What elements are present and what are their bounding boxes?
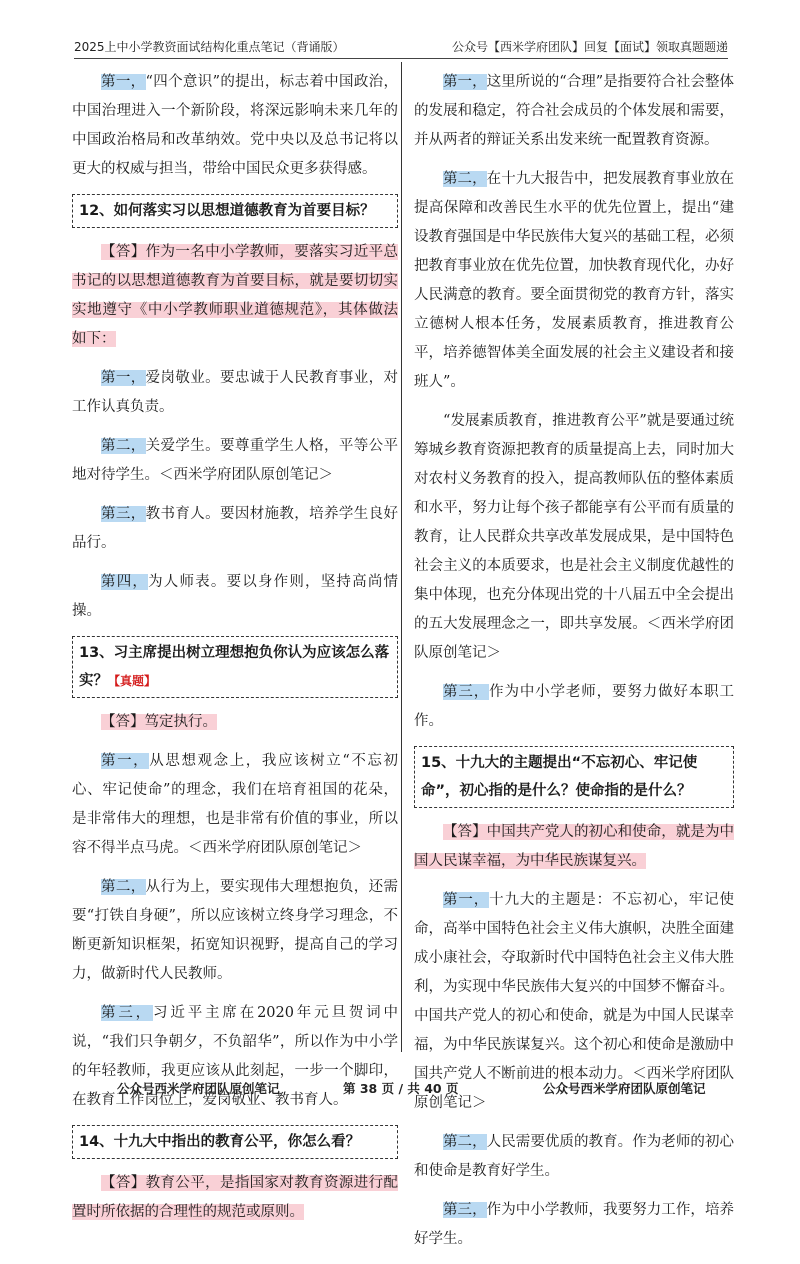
paragraph-text: “四个意识”的提出，标志着中国政治，中国治理进入一个新阶段，将深远影响未来几年的中国政治格局和改革纳效。党中央以及总书记将以更大的权威与担当，带给中国民众更多获得感。 xyxy=(72,74,399,177)
footer-right-note: 公众号西米学府团队原创笔记 xyxy=(543,1081,706,1096)
paragraph xyxy=(72,364,398,422)
paragraph xyxy=(414,165,734,397)
point-marker: 第二， xyxy=(443,171,487,187)
question-15: 15、十九大的主题提出“不忘初心、牢记使命”，初心指的是什么？使命指的是什么？ xyxy=(414,746,734,808)
point-marker: 第一， xyxy=(101,753,150,769)
point-marker: 第一， xyxy=(101,74,146,90)
question-text: 13、习主席提出树立理想抱负你认为应该怎么落实？ xyxy=(79,645,390,689)
paragraph-text: 十九大的主题是：不忘初心，牢记使命，高举中国特色社会主义伟大旗帜，决胜全面建成小康社会，夺取新时代中国特色社会主义伟大胜利，为实现中华民族伟大复兴的中国梦不懈奋斗。中国共产党人的初心和使命，就是为中国人民谋幸福，为中华民族谋复兴。这个初心和使命是激励中国共产党人不断前进的根本动力。＜西米学府团队原创笔记＞ xyxy=(414,892,735,1111)
point-marker: 第二， xyxy=(101,438,146,454)
answer-15 xyxy=(414,818,734,876)
paragraph xyxy=(72,873,398,989)
header-right-note: 公众号【西米学府团队】回复【面试】领取真题题递 xyxy=(451,40,728,54)
point-marker: 第一， xyxy=(101,370,146,386)
point-marker: 第二， xyxy=(443,1134,487,1150)
answer-text: 【答】中国共产党人的初心和使命，就是为中国人民谋幸福，为中华民族谋复兴。 xyxy=(414,824,734,869)
paragraph-text: 教书育人。要因材施教，培养学生良好品行。 xyxy=(72,506,399,551)
left-column xyxy=(72,68,398,1237)
paragraph-text: 人民需要优质的教育。作为老师的初心和使命是教育好学生。 xyxy=(414,1134,735,1179)
paragraph: “发展素质教育，推进教育公平”就是要通过统筹城乡教育资源把教育的质量提高上去，同时加大对农村义务教育的投入，提高教师队伍的整体素质和水平，努力让每个孩子都能享有公平而有质量的教育，让人民群众共享改革发展成果，是中国特色社会主义的本质要求，也是社会主义制度优越性的集中体现，也充分体现出党的十八届五中全会提出的五大发展理念之一，即共享发展。＜西米学府团队原创笔记＞ xyxy=(414,413,734,661)
question-13 xyxy=(72,636,398,698)
answer-14 xyxy=(72,1169,398,1227)
paragraph xyxy=(72,500,398,558)
answer-13 xyxy=(72,708,398,737)
paragraph-text: 习近平主席在2020年元旦贺词中说，“我们只争朝夕，不负韶华”，所以作为中小学的年轻教师，我更应该从此刻起，一步一个脚印，在教育工作岗位上，爱岗敬业、教书育人。 xyxy=(72,1005,399,1108)
point-marker: 第三， xyxy=(443,1202,487,1218)
point-marker: 第一， xyxy=(443,74,487,90)
paragraph-text: 在十九大报告中，把发展教育事业放在提高保障和改善民生水平的优先位置上，提出“建设教育强国是中华民族伟大复兴的基础工程，必须把教育事业放在优先位置，加快教育现代化，办好人民满意的教育。要全面贯彻党的教育方针，落实立德树人根本任务，发展素质教育，推进教育公平，培养德智体美全面发展的社会主义建设者和接班人”。 xyxy=(414,171,735,390)
paragraph xyxy=(72,568,398,626)
answer-text: 【答】教育公平，是指国家对教育资源进行配置时所依据的合理性的规范或原则。 xyxy=(72,1175,398,1220)
paragraph-text: 作为中小学老师，要努力做好本职工作。 xyxy=(414,684,735,729)
paragraph-text: 从思想观念上，我应该树立“不忘初心、牢记使命”的理念，我们在培育祖国的花朵，是非常伟大的理想，也是非常有价值的事业，所以容不得半点马虎。＜西米学府团队原创笔记＞ xyxy=(72,753,398,856)
page-footer xyxy=(0,1079,800,1099)
answer-text: 【答】作为一名中小学教师，要落实习近平总书记的以思想道德教育为首要目标，就是要切切实实地遵守《中小学教师职业道德规范》，其体做法如下： xyxy=(72,244,398,347)
point-marker: 第三， xyxy=(101,1005,154,1021)
paragraph-text: 从行为上，要实现伟大理想抱负，还需要“打铁自身硬”，所以应该树立终身学习理念，不断更新知识框架，拓宽知识视野，提高自己的学习力，做新时代人民教师。 xyxy=(72,879,399,982)
paragraph xyxy=(414,678,734,736)
answer-text: 【答】笃定执行。 xyxy=(101,714,217,730)
header-left-title: 2025上中小学教资面试结构化重点笔记（背诵版） xyxy=(74,40,345,54)
answer-12 xyxy=(72,238,398,354)
question-12: 12、如何落实习以思想道德教育为首要目标？ xyxy=(72,194,398,228)
point-marker: 第一， xyxy=(443,892,490,908)
real-exam-tag: 【真题】 xyxy=(108,674,157,688)
paragraph xyxy=(414,68,734,155)
point-marker: 第四， xyxy=(101,574,149,590)
paragraph-text: 这里所说的“合理”是指要符合社会整体的发展和稳定，符合社会成员的个体发展和需要，并从两者的辩证关系出发来统一配置教育资源。 xyxy=(414,74,735,148)
point-marker: 第三， xyxy=(443,684,490,700)
point-marker: 第二， xyxy=(101,879,146,895)
footer-left-note: 公众号西米学府团队原创笔记 xyxy=(117,1081,280,1096)
paragraph xyxy=(414,1128,734,1186)
column-divider xyxy=(401,62,402,1052)
point-marker: 第三， xyxy=(101,506,146,522)
paragraph xyxy=(72,68,398,184)
paragraph-text: 作为中小学教师，我要努力工作，培养好学生。 xyxy=(414,1202,735,1247)
paragraph-text: 关爱学生。要尊重学生人格，平等公平地对待学生。＜西米学府团队原创笔记＞ xyxy=(72,438,399,483)
question-14: 14、十九大中指出的教育公平，你怎么看？ xyxy=(72,1125,398,1159)
paragraph-text: 为人师表。要以身作则，坚持高尚情操。 xyxy=(72,574,399,619)
paragraph xyxy=(414,1196,734,1254)
page-header xyxy=(74,38,728,59)
paragraph xyxy=(72,747,398,863)
paragraph xyxy=(72,432,398,490)
page-number: 第 38 页 / 共 40 页 xyxy=(343,1081,459,1096)
paragraph-text: 爱岗敬业。要忠诚于人民教育事业，对工作认真负责。 xyxy=(72,370,399,415)
